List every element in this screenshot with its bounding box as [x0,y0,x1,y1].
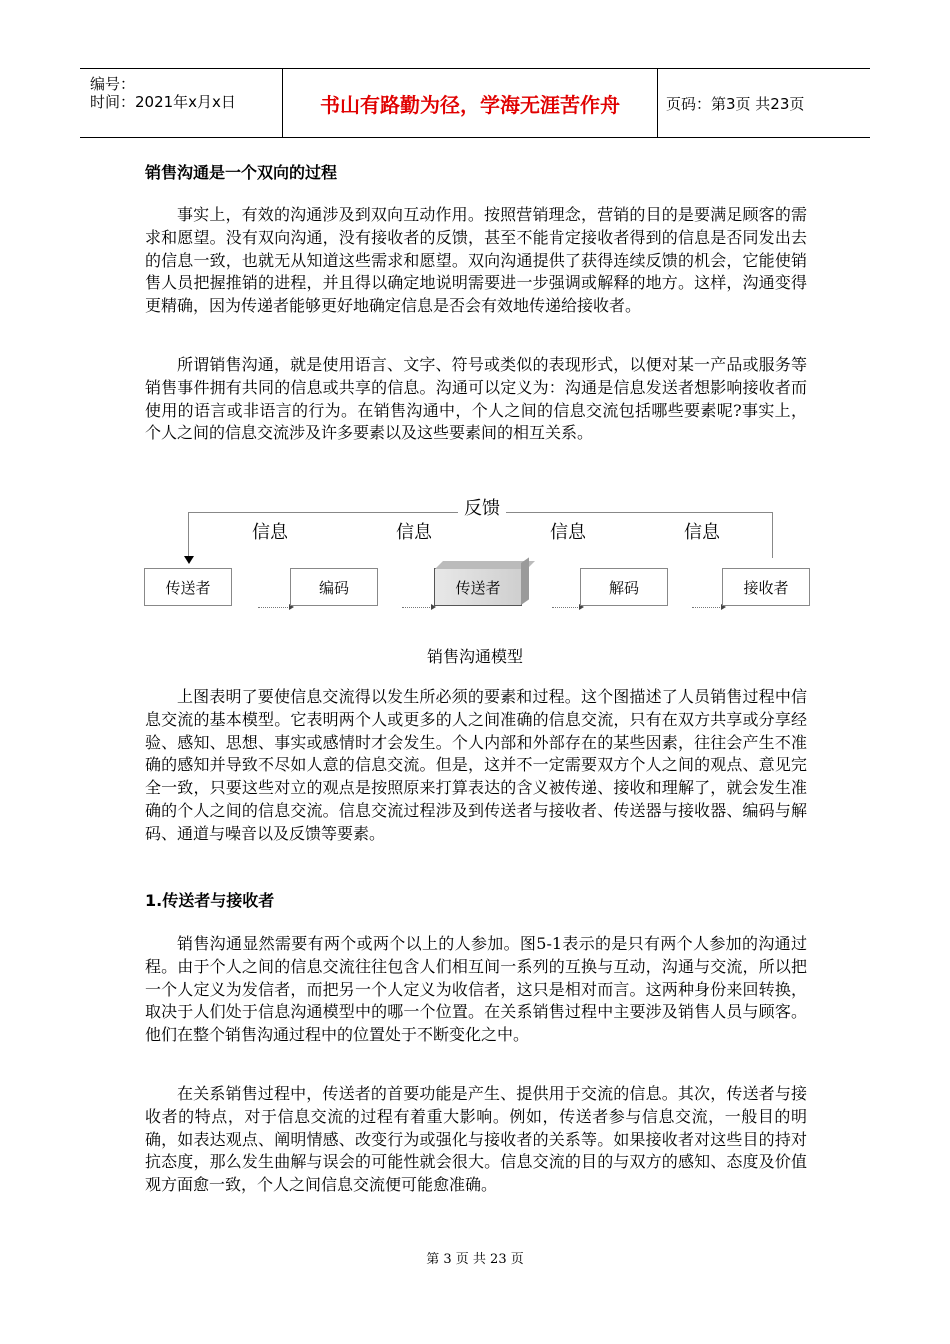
flow-arrow [552,607,580,608]
subsection-title: 1.传送者与接收者 [145,891,275,910]
info-label: 信息 [684,522,720,543]
transmitter-box: 传送者 [434,568,522,606]
page-footer: 第 3 页 共 23 页 [426,1252,524,1267]
receiver-box: 接收者 [722,568,810,606]
info-label: 信息 [550,522,586,543]
paragraph: 事实上，有效的沟通涉及到双向互动作用。按照营销理念，营销的目的是要满足顾客的需求和愿望。没有双向沟通，没有接收者的反馈，甚至不能肯定接收者得到的信息是否同发出去的信息一致，也就无从知道这些需求和愿望。双向沟通提供了获得连续反馈的机会，它能使销售人员把握推销的进程，并且得以确定地说明需要进一步强调或解释的地方。这样，沟通变得更精确，因为传递者能够更好地确定信息是否会有效地传递给接收者。 [145,205,807,316]
paragraph: 所谓销售沟通，就是使用语言、文字、符号或类似的表现形式，以便对某一产品或服务等销售事件拥有共同的信息或共享的信息。沟通可以定义为：沟通是信息发送者想影响接收者而使用的语言或非语言的行为。在销售沟通中，个人之间的信息交流包括哪些要素呢?事实上，个人之间的信息交流涉及许多要素以及这些要素间的相互关系。 [145,355,807,443]
communication-model-diagram [140,490,820,630]
paragraph: 销售沟通显然需要有两个或两个以上的人参加。图5-1表示的是只有两个人参加的沟通过程。由于个人之间的信息交流往往包含人们相互间一系列的互换与互动，沟通与交流，所以把一个人定义为发信者，而把另一个人定义为收信者，这只是相对而言。这两种身份来回转换，取决于人们处于信息沟通模型中的哪一个位置。在关系销售过程中主要涉及销售人员与顾客。他们在整个销售沟通过程中的位置处于不断变化之中。 [145,934,807,1045]
info-label: 信息 [252,522,288,543]
flow-arrow [402,607,432,608]
paragraph: 在关系销售过程中，传送者的首要功能是产生、提供用于交流的信息。其次，传送者与接收者的特点，对于信息交流的过程有着重大影响。例如，传送者参与信息交流，一般目的明确，如表达观点、阐明情感、改变行为或强化与接收者的关系等。如果接收者对这些目的持对抗态度，那么发生曲解与误会的可能性就会很大。信息交流的目的与双方的感知、态度及价值观方面愈一致，个人之间信息交流便可能愈准确。 [145,1084,807,1195]
header-motto [282,69,658,137]
document-time-label: 时间：2021年x月x日 [90,93,236,111]
decode-box: 解码 [580,568,668,606]
encode-box: 编码 [290,568,378,606]
header-page-info: 页码：第3页 共23页 [666,94,805,113]
flow-arrow [692,607,722,608]
section-title: 销售沟通是一个双向的过程 [145,163,338,182]
feedback-arrow-icon [184,556,194,564]
paragraph: 上图表明了要使信息交流得以发生所必须的要素和过程。这个图描述了人员销售过程中信息交流的基本模型。它表明两个人或更多的人之间准确的信息交流，只有在双方共享或分享经验、感知、思想、事实或感情时才会发生。个人内部和外部存在的某些因素，往往会产生不准确的感知并导致不尽如人意的信息交流。但是，这并不一定需要双方个人之间的观点、意见完全一致，只要这些对立的观点是按照原来打算表达的含义被传递、接收和理解了，就会发生准确的个人之间的信息交流。信息交流过程涉及到传送者与接收者、传送器与接收器、编码与解码、通道与噪音以及反馈等要素。 [145,687,807,843]
feedback-label: 反馈 [458,494,506,520]
info-label: 信息 [396,522,432,543]
document-number-label: 编号： [90,75,136,93]
feedback-line-left [188,512,189,558]
diagram-caption: 销售沟通模型 [426,647,523,666]
flow-arrow [258,607,290,608]
page-header [80,68,870,138]
header-meta [80,69,282,137]
sender-box: 传送者 [144,568,232,606]
feedback-line-right [772,512,773,558]
motto-text: 书山有路勤为径，学海无涯苦作舟 [320,92,620,117]
